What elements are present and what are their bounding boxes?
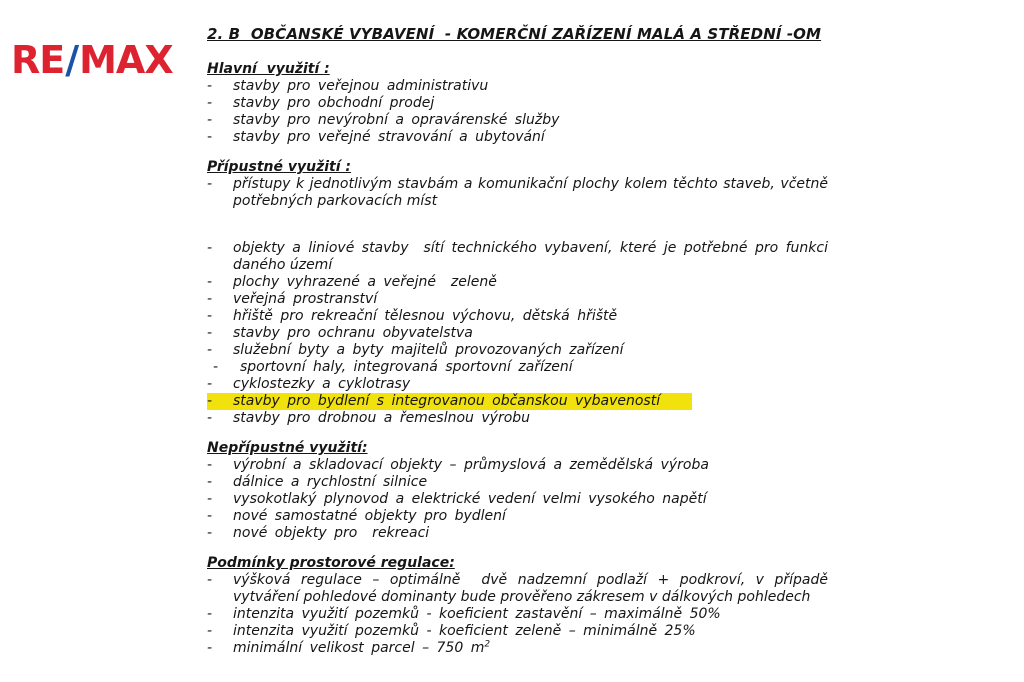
list-item-text: stavby pro drobnou a řemeslnou výrobu bbox=[233, 410, 531, 426]
document-content bbox=[207, 24, 833, 657]
list-item bbox=[207, 474, 828, 491]
list-item-text: stavby pro veřejnou administrativu bbox=[233, 78, 489, 94]
dash-bullet: - bbox=[207, 525, 213, 541]
dash-bullet: - bbox=[207, 308, 213, 324]
list-item-text: dálnice a rychlostní silnice bbox=[233, 474, 428, 490]
list-item-text: objekty a liniové stavby sítí technického vybavení, které je potřebné pro funkci daného území bbox=[233, 240, 833, 273]
list-item bbox=[207, 410, 828, 427]
list-item bbox=[207, 291, 828, 308]
list-item-text: služební byty a byty majitelů provozovaných zařízení bbox=[233, 342, 624, 358]
list-item-text: plochy vyhrazené a veřejné zeleně bbox=[233, 274, 497, 290]
dash-bullet: - bbox=[207, 606, 213, 622]
dash-bullet: - bbox=[207, 376, 213, 392]
list-item bbox=[207, 176, 833, 210]
superscript-2: 2 bbox=[484, 639, 491, 650]
dash-bullet: - bbox=[207, 491, 213, 507]
list-item bbox=[207, 376, 828, 393]
list-item bbox=[207, 112, 828, 129]
dash-bullet: - bbox=[213, 359, 219, 375]
dash-bullet: - bbox=[207, 572, 213, 588]
dash-bullet: - bbox=[207, 291, 213, 307]
dash-bullet: - bbox=[207, 508, 213, 524]
logo-re-text: RE bbox=[11, 38, 65, 82]
section-nepripustne-vyuziti bbox=[207, 440, 828, 542]
section-heading: Podmínky prostorové regulace: bbox=[207, 555, 455, 571]
remax-logo bbox=[11, 40, 173, 82]
dash-bullet: - bbox=[207, 240, 213, 256]
list-item bbox=[207, 359, 828, 376]
list-item-text-main: minimální velikost parcel – 750 m bbox=[233, 640, 485, 656]
list-item bbox=[207, 342, 828, 359]
dash-bullet: - bbox=[207, 325, 213, 341]
logo-max-text: MAX bbox=[79, 38, 173, 82]
list-item bbox=[207, 240, 833, 274]
list-item-text: nové objekty pro rekreaci bbox=[233, 525, 430, 541]
list-item bbox=[207, 640, 828, 657]
list-item bbox=[207, 457, 828, 474]
list-item bbox=[207, 606, 828, 623]
section-podminky-regulace bbox=[207, 555, 833, 657]
list-item bbox=[207, 508, 828, 525]
section-pripustne-vyuziti bbox=[207, 159, 833, 427]
list-item-text: přístupy k jednotlivým stavbám a komunikační plochy kolem těchto staveb, včetně potřebných parkovacích míst bbox=[233, 176, 833, 209]
list-item-text: výrobní a skladovací objekty – průmyslová a zemědělská výroba bbox=[233, 457, 709, 473]
list-item-text: stavby pro nevýrobní a opravárenské služby bbox=[233, 112, 560, 128]
list-item-text: nové samostatné objekty pro bydlení bbox=[233, 508, 506, 524]
dash-bullet: - bbox=[207, 474, 213, 490]
list-item bbox=[207, 525, 828, 542]
list-item-text: výšková regulace – optimálně dvě nadzemní podlaží + podkroví, v případě vytváření pohledové dominanty bude prověřeno zákresem v dálkových pohledech bbox=[233, 572, 833, 605]
list-item-highlighted bbox=[207, 393, 692, 410]
list-item-text: stavby pro veřejné stravování a ubytování bbox=[233, 129, 545, 145]
list-item bbox=[207, 325, 828, 342]
section-hlavni-vyuziti bbox=[207, 61, 828, 146]
list-item bbox=[207, 308, 828, 325]
list-item-text: stavby pro bydlení s integrovanou občanskou vybaveností bbox=[233, 393, 661, 409]
dash-bullet: - bbox=[207, 95, 213, 111]
logo-slash-icon: / bbox=[65, 38, 79, 82]
section-heading: Přípustné využití : bbox=[207, 159, 352, 175]
dash-bullet: - bbox=[207, 623, 213, 639]
list-item bbox=[207, 95, 828, 112]
list-item-text: vysokotlaký plynovod a elektrické vedení velmi vysokého napětí bbox=[233, 491, 707, 507]
dash-bullet: - bbox=[207, 457, 213, 473]
list-item-text: hřiště pro rekreační tělesnou výchovu, dětská hřiště bbox=[233, 308, 618, 324]
list-item-text: intenzita využití pozemků - koeficient zeleně – minimálně 25% bbox=[233, 623, 696, 639]
dash-bullet: - bbox=[207, 393, 213, 409]
dash-bullet: - bbox=[207, 640, 213, 656]
dash-bullet: - bbox=[207, 129, 213, 145]
list-item bbox=[207, 274, 828, 291]
list-item-text: sportovní haly, integrovaná sportovní zařízení bbox=[240, 359, 573, 375]
section-heading: Nepřípustné využití: bbox=[207, 440, 368, 456]
list-item bbox=[207, 78, 828, 95]
dash-bullet: - bbox=[207, 274, 213, 290]
list-item-text: stavby pro obchodní prodej bbox=[233, 95, 435, 111]
list-item bbox=[207, 572, 833, 606]
list-item-text: veřejná prostranství bbox=[233, 291, 378, 307]
dash-bullet: - bbox=[207, 410, 213, 426]
dash-bullet: - bbox=[207, 176, 213, 192]
list-item bbox=[207, 623, 828, 640]
dash-bullet: - bbox=[207, 342, 213, 358]
list-item-text: cyklostezky a cyklotrasy bbox=[233, 376, 411, 392]
list-item-text: stavby pro ochranu obyvatelstva bbox=[233, 325, 473, 341]
list-item-text bbox=[233, 640, 490, 657]
section-heading: Hlavní využití : bbox=[207, 61, 330, 77]
page-title: 2. B OBČANSKÉ VYBAVENÍ - KOMERČNÍ ZAŘÍZENÍ MALÁ A STŘEDNÍ -OM bbox=[207, 25, 822, 43]
list-item-text: intenzita využití pozemků - koeficient zastavění – maximálně 50% bbox=[233, 606, 721, 622]
list-item bbox=[207, 491, 828, 508]
dash-bullet: - bbox=[207, 78, 213, 94]
dash-bullet: - bbox=[207, 112, 213, 128]
list-item bbox=[207, 129, 828, 146]
